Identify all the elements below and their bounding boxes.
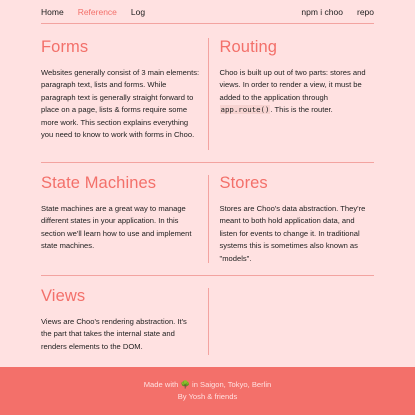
routing-text-after: . This is the router.	[270, 105, 333, 115]
routing-code: app.route()	[220, 105, 270, 115]
section-row-3	[41, 276, 374, 367]
section-state-machines	[41, 163, 208, 275]
nav-link-repo[interactable]: repo	[356, 6, 374, 17]
section-body-views: Views are Choo's rendering abstraction. It's the part that takes the internal state and renders elements to the DOM.	[41, 317, 187, 351]
nav-right-group	[301, 7, 374, 17]
section-title-stores[interactable]: Stores	[219, 174, 268, 192]
nav-link-reference[interactable]: Reference	[77, 6, 117, 17]
nav-link-log[interactable]: Log	[130, 6, 146, 17]
routing-text-before: Choo is built up out of two parts: stores and views. In order to render a view, it must be added to the application through	[219, 68, 366, 102]
section-title-forms[interactable]: Forms	[41, 38, 89, 56]
section-body-forms: Websites generally consist of 3 main elements: paragraph text, lists and forms. While paragraph text is generally straight forward to place on a page, lists & forms require some more work. This section explains everything you need to know to work with forms in Choo.	[41, 68, 200, 140]
section-empty	[208, 276, 375, 367]
top-nav	[41, 0, 374, 24]
section-body-stores: Stores are Choo's data abstraction. They're meant to both hold application data, and listen for events to change it. In traditional systems this is sometimes also known as "models".	[219, 204, 366, 263]
footer-made-with: Made with 🌳 in Saigon, Tokyo, Berlin	[143, 379, 272, 389]
footer-credits: By Yosh & friends	[177, 392, 238, 401]
section-body-state-machines: State machines are a great way to manage different states in your application. In this section we'll learn how to use and implement state machines.	[41, 204, 192, 251]
section-body-routing	[220, 67, 375, 117]
nav-left-group	[41, 7, 145, 17]
section-row-2	[41, 163, 374, 276]
footer	[0, 367, 415, 415]
section-routing	[208, 24, 375, 162]
nav-link-npm-install[interactable]: npm i choo	[301, 6, 343, 17]
section-title-views[interactable]: Views	[41, 287, 86, 305]
section-title-state-machines[interactable]: State Machines	[41, 174, 157, 192]
section-forms	[41, 24, 208, 162]
nav-link-home[interactable]: Home	[41, 6, 64, 17]
section-views	[41, 276, 208, 367]
section-stores	[208, 163, 375, 275]
section-row-1	[41, 24, 374, 163]
section-title-routing[interactable]: Routing	[219, 38, 278, 56]
